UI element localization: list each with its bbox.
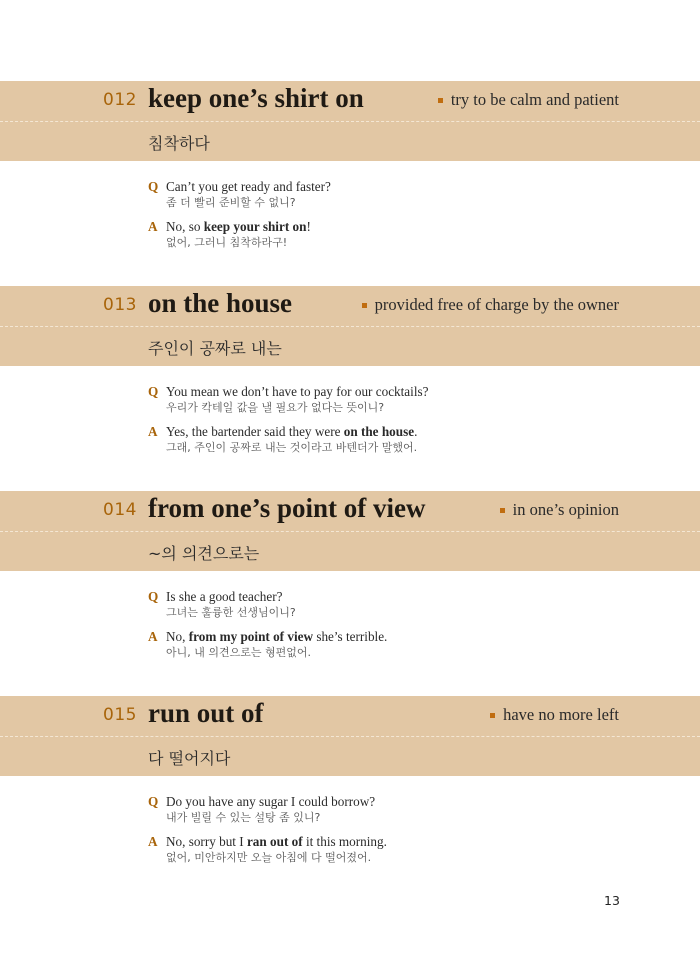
a-label: A — [148, 834, 158, 849]
entry-header-band — [0, 286, 700, 366]
a-label: A — [148, 629, 158, 644]
question-text: Do you have any sugar I could borrow? — [166, 794, 376, 809]
idiom-phrase: keep one’s shirt on — [148, 83, 364, 113]
question-line — [148, 179, 648, 195]
square-bullet-icon — [490, 713, 495, 718]
entry-number: 013 — [103, 295, 137, 315]
answer-translation: 그래, 주인이 공짜로 내는 것이라고 바텐더가 말했어. — [166, 441, 418, 454]
english-meaning — [490, 705, 619, 725]
english-meaning — [362, 295, 619, 315]
meaning-text: provided free of charge by the owner — [374, 295, 619, 314]
question-text: Can’t you get ready and faster? — [166, 179, 331, 194]
answer-translation: 없어, 그러니 침착하라구! — [166, 236, 288, 249]
meaning-text: try to be calm and patient — [450, 90, 619, 109]
korean-meaning: 다 떨어지다 — [148, 749, 231, 768]
answer-text-pre: No, sorry but I — [166, 834, 247, 849]
answer-text-pre: No, so — [166, 219, 204, 234]
question-text: Is she a good teacher? — [166, 589, 283, 604]
entry-header-band — [0, 696, 700, 776]
answer-line — [148, 629, 648, 645]
q-label: Q — [148, 589, 159, 604]
page-number: 13 — [604, 893, 620, 908]
answer-idiom-highlight: from my point of view — [188, 629, 314, 644]
answer-text-post: . — [414, 424, 418, 439]
question-translation: 그녀는 훌륭한 선생님이니? — [166, 606, 296, 619]
example-dialogue — [148, 589, 648, 660]
answer-text-post: it this morning. — [302, 834, 387, 849]
question-line — [148, 384, 648, 400]
entry-015 — [0, 696, 700, 864]
answer-line — [148, 424, 648, 440]
dashed-divider — [0, 736, 700, 737]
question-text: You mean we don’t have to pay for our cocktails? — [166, 384, 429, 399]
answer-line — [148, 219, 648, 235]
q-label: Q — [148, 179, 159, 194]
question-line — [148, 589, 648, 605]
question-translation: 좀 더 빨리 준비할 수 없니? — [166, 196, 296, 209]
question-translation: 우리가 칵테일 값을 낼 필요가 없다는 뜻이니? — [166, 401, 385, 414]
square-bullet-icon — [362, 303, 367, 308]
example-dialogue — [148, 384, 648, 455]
question-line — [148, 794, 648, 810]
korean-meaning: ~의 의견으로는 — [148, 544, 260, 563]
entry-number: 015 — [103, 705, 137, 725]
example-dialogue — [148, 179, 648, 250]
entry-number: 014 — [103, 500, 137, 520]
english-meaning — [438, 90, 619, 110]
answer-idiom-highlight: on the house — [343, 424, 415, 439]
dashed-divider — [0, 121, 700, 122]
entry-013 — [0, 286, 700, 454]
entry-012 — [0, 81, 700, 249]
korean-meaning: 주인이 공짜로 내는 — [148, 339, 282, 358]
answer-translation: 아니, 내 의견으로는 형편없어. — [166, 646, 311, 659]
square-bullet-icon — [500, 508, 505, 513]
example-dialogue — [148, 794, 648, 865]
idiom-phrase: on the house — [148, 288, 293, 318]
answer-text-post: she’s terrible. — [313, 629, 388, 644]
square-bullet-icon — [438, 98, 443, 103]
entry-number: 012 — [103, 90, 137, 110]
entry-header-band — [0, 491, 700, 571]
idiom-phrase: from one’s point of view — [148, 493, 426, 523]
entry-014 — [0, 491, 700, 659]
answer-text-pre: Yes, the bartender said they were — [166, 424, 344, 439]
entry-header-band — [0, 81, 700, 161]
q-label: Q — [148, 794, 159, 809]
english-meaning — [500, 500, 619, 520]
meaning-text: in one’s opinion — [512, 500, 619, 519]
answer-text-post: ! — [306, 219, 311, 234]
dashed-divider — [0, 531, 700, 532]
idiom-phrase: run out of — [148, 698, 264, 728]
korean-meaning: 침착하다 — [148, 134, 210, 153]
a-label: A — [148, 424, 158, 439]
a-label: A — [148, 219, 158, 234]
q-label: Q — [148, 384, 159, 399]
question-translation: 내가 빌릴 수 있는 설탕 좀 있니? — [166, 811, 321, 824]
meaning-text: have no more left — [503, 705, 619, 724]
answer-idiom-highlight: ran out of — [246, 834, 303, 849]
dashed-divider — [0, 326, 700, 327]
answer-translation: 없어, 미안하지만 오늘 아침에 다 떨어졌어. — [166, 851, 372, 864]
answer-line — [148, 834, 648, 850]
answer-idiom-highlight: keep your shirt on — [203, 219, 307, 234]
answer-text-pre: No, — [166, 629, 189, 644]
